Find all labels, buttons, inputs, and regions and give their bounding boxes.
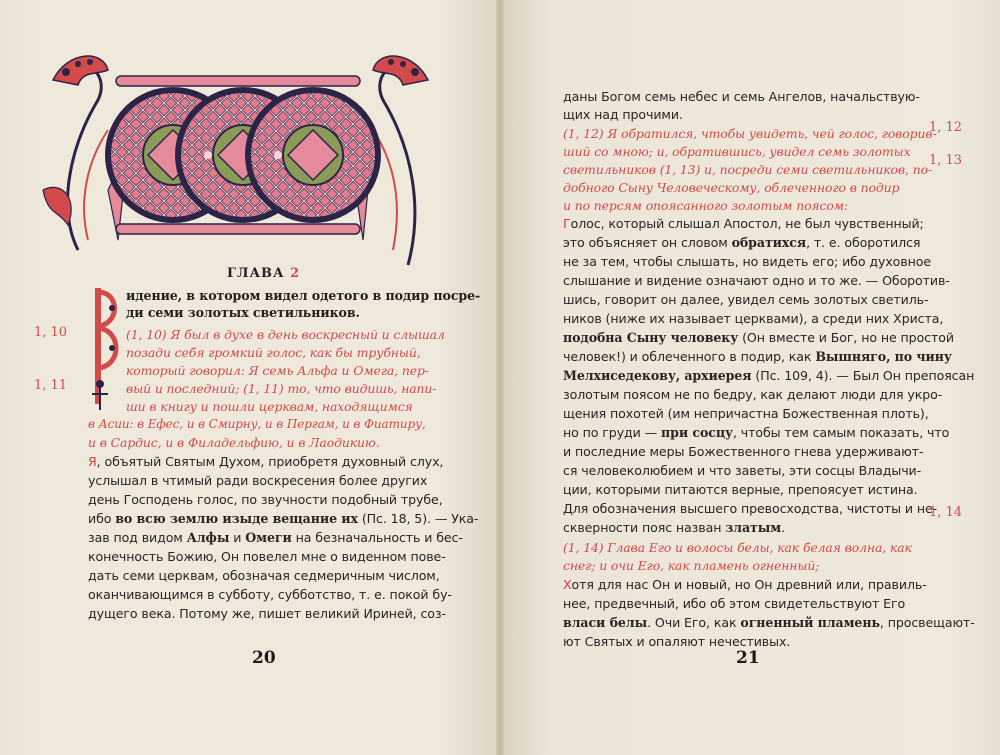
left-heading-line-2: ди семи золотых светильников. bbox=[126, 305, 360, 320]
left-body-quote-psalm: во всю землю изыде вещание их bbox=[115, 511, 358, 526]
left-body-line-8: оканчивающимся в субботу, субботство, т. е. покой бу- bbox=[88, 587, 452, 602]
right-body-b-initial: Х bbox=[563, 577, 572, 592]
left-body-initial: Я bbox=[88, 454, 97, 469]
right-red-a-3: светильников (1, 13) и, посреди семи светильников, по- bbox=[563, 162, 933, 177]
right-body-a-4: слышание и видение означают одно и то же. — Оборотив- bbox=[563, 273, 950, 288]
right-body-a-initial: Г bbox=[563, 216, 571, 231]
right-body-a-15: ции, которыми питаются верные, препоясует истина. bbox=[563, 482, 918, 497]
left-body-line-1 bbox=[88, 454, 443, 469]
illuminated-initial-icon bbox=[90, 284, 124, 414]
right-red-a-1: (1, 12) Я обратился, чтобы увидеть, чей голос, говорив- bbox=[563, 126, 937, 141]
book-gutter bbox=[496, 0, 504, 755]
right-red-a-5: и по персям опоясанного золотым поясом: bbox=[563, 198, 848, 213]
left-body-alpha: Алфы bbox=[186, 530, 230, 545]
right-body-a-1-text: олос, который слышал Апостол, не был чувственный; bbox=[570, 216, 924, 231]
right-body-b-1 bbox=[563, 577, 927, 592]
right-body-a-12-bold: при сосцу bbox=[661, 425, 733, 440]
right-body-a-11: щения похотей (им непричастна Божественная плоть), bbox=[563, 406, 929, 421]
left-heading-line-1: идение, в котором видел одетого в подир посре- bbox=[126, 288, 481, 303]
right-body-b-3-tail: , просвещают- bbox=[879, 615, 975, 630]
margin-ref-1-13: 1, 13 bbox=[929, 153, 963, 168]
right-body-a-9-tail: (Пс. 109, 4). — Был Он препоясан bbox=[751, 368, 975, 383]
right-body-a-2-bold: обратихся bbox=[731, 235, 807, 250]
right-body-a-12 bbox=[563, 425, 949, 440]
right-red-a-2: ший со мною; и, обратившись, увидел семь золотых bbox=[563, 144, 911, 159]
right-body-a-7-bold: подобна Сыну человеку bbox=[563, 330, 739, 345]
left-body-line-4 bbox=[88, 511, 478, 526]
right-body-a-8 bbox=[563, 349, 952, 364]
left-red-line-1: (1, 10) Я был в духе в день воскресный и слышал bbox=[126, 327, 445, 342]
ornamental-headpiece-icon bbox=[38, 40, 438, 270]
left-body-line-1-text: , объятый Святым Духом, приобретя духовный слух, bbox=[96, 454, 444, 469]
right-body-a-17-tail: . bbox=[781, 520, 786, 535]
folio-right: 21 bbox=[736, 648, 760, 668]
right-body-a-2 bbox=[563, 235, 920, 250]
right-body-a-5: шись, говорит он далее, увидел семь золотых светиль- bbox=[563, 292, 929, 307]
right-body-a-17 bbox=[563, 520, 785, 535]
right-body-a-2-pre: это объясняет он словом bbox=[563, 235, 732, 250]
right-body-b-3 bbox=[563, 615, 975, 630]
right-red-a-4: добного Сыну Человеческому, облеченного в подир bbox=[563, 180, 900, 195]
folio-left: 20 bbox=[252, 648, 276, 668]
right-body-b-3-bold1: власи белы bbox=[563, 615, 648, 630]
right-body-a-8-pre: человек!) и облеченного в подир, как bbox=[563, 349, 816, 364]
chapter-number: 2 bbox=[290, 266, 301, 281]
left-body-line-9: дущего века. Потому же, пишет великий Ириней, соз- bbox=[88, 606, 446, 621]
right-body-b-3-bold2: огненный пламень bbox=[740, 615, 880, 630]
right-body-a-10: золотым поясом не по бедру, как делают люди для укро- bbox=[563, 387, 943, 402]
right-red-b-1: (1, 14) Глава Его и волосы белы, как белая волна, как bbox=[563, 540, 912, 555]
right-body-b-3-mid: . Очи Его, как bbox=[647, 615, 741, 630]
chapter-word: ГЛАВА bbox=[227, 266, 285, 281]
right-body-a-1 bbox=[563, 216, 924, 231]
right-body-a-17-bold: златым bbox=[725, 520, 782, 535]
left-body-line-5-tail: на безначальность и бес- bbox=[291, 530, 463, 545]
margin-ref-1-10: 1, 10 bbox=[34, 325, 68, 340]
right-body-a-17-pre: скверности пояс назван bbox=[563, 520, 726, 535]
margin-ref-1-11: 1, 11 bbox=[34, 378, 68, 393]
right-body-a-13: и последние меры Божественного гнева удерживают- bbox=[563, 444, 924, 459]
right-body-a-2-tail: , т. е. оборотился bbox=[806, 235, 921, 250]
right-body-a-6: ников (ниже их называет церквами), а среди них Христа, bbox=[563, 311, 944, 326]
right-body-b-4: ют Святых и опаляют нечестивых. bbox=[563, 634, 791, 649]
left-body-line-7: дать семи церквам, обозначая седмеричным числом, bbox=[88, 568, 440, 583]
chapter-title bbox=[227, 266, 300, 281]
right-body-b-1-text: отя для нас Он и новый, но Он древний или, правиль- bbox=[571, 577, 927, 592]
right-body-a-12-tail: , чтобы тем самым показать, что bbox=[733, 425, 950, 440]
left-body-line-5 bbox=[88, 530, 463, 545]
right-top-line-1: даны Богом семь небес и семь Ангелов, начальствую- bbox=[563, 89, 920, 104]
left-body-line-4-pre: ибо bbox=[88, 511, 112, 526]
left-body-line-2: услышал в чтимый ради воскресения более других bbox=[88, 473, 428, 488]
left-body-line-3: день Господень голос, по звучности подобный трубе, bbox=[88, 492, 443, 507]
left-red-line-7: и в Сардис, и в Филадельфию, и в Лаодикию. bbox=[88, 435, 380, 450]
left-red-line-6: в Асии: в Ефес, и в Смирну, и в Пергам, и в Фиатиру, bbox=[88, 417, 426, 431]
margin-ref-1-12: 1, 12 bbox=[929, 120, 963, 135]
left-body-line-6: конечность Божию, Он повелел мне о виденном пове- bbox=[88, 549, 446, 564]
left-body-line-5-pre: зав под видом bbox=[88, 530, 187, 545]
right-body-a-7 bbox=[563, 330, 954, 345]
right-body-a-7-tail: (Он вместе и Бог, но не простой bbox=[738, 330, 954, 345]
left-red-line-5: ши в книгу и пошли церквам, находящимся bbox=[126, 399, 413, 414]
right-top-line-2: щих над прочими. bbox=[563, 107, 683, 122]
right-body-a-14: ся человеколюбием и что заветы, эти сосцы Владычи- bbox=[563, 463, 922, 478]
left-body-line-5-mid: и bbox=[229, 530, 246, 545]
right-body-b-2: нее, предвечный, ибо об этом свидетельствуют Его bbox=[563, 596, 906, 611]
right-body-a-9-bold: Мелхиседекову, архиерея bbox=[563, 368, 752, 383]
left-body-omega: Омеги bbox=[245, 530, 292, 545]
margin-ref-1-14: 1, 14 bbox=[929, 505, 963, 520]
right-body-a-3: не за тем, чтобы слышать, но видеть его; ибо духовное bbox=[563, 254, 931, 269]
left-red-line-4: вый и последний; (1, 11) то, что видишь, напи- bbox=[126, 381, 437, 396]
left-body-line-4-tail: (Пс. 18, 5). — Ука- bbox=[357, 511, 479, 526]
right-body-a-9 bbox=[563, 368, 974, 383]
right-red-b-2: снег; и очи Его, как пламень огненный; bbox=[563, 558, 820, 573]
right-body-a-16: Для обозначения высшего превосходства, чистоты и не- bbox=[563, 501, 938, 516]
left-red-line-2: позади себя громкий голос, как бы трубный, bbox=[126, 345, 421, 360]
right-body-a-8-bold: Вышняго, по чину bbox=[815, 349, 952, 364]
left-red-line-3: который говорил: Я семь Альфа и Омега, пер- bbox=[126, 363, 429, 378]
right-body-a-12-pre: но по груди — bbox=[563, 425, 662, 440]
